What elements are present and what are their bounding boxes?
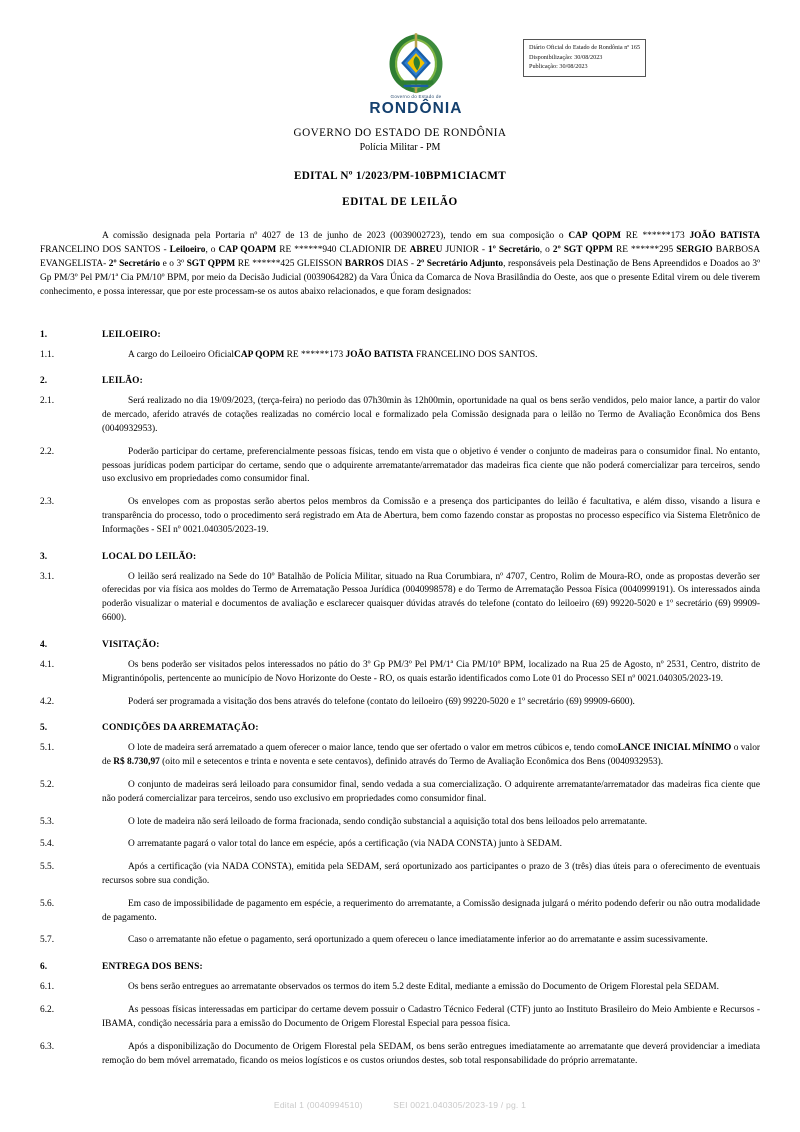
document-titles — [0, 126, 800, 208]
clause — [40, 696, 760, 710]
intro-seg-1: A comissão designada pela Portaria nº 4027 de 13 de junho de 2023 (0039002723), tendo em sua composição o — [102, 231, 569, 242]
clause — [40, 861, 760, 889]
clause — [40, 496, 760, 537]
intro-seg-15: RE ******295 — [612, 245, 677, 256]
section-title: VISITAÇÃO: — [102, 639, 160, 650]
clause-text — [102, 742, 760, 770]
intro-seg-7: , o — [205, 245, 219, 256]
intro-seg-5: FRANCELINO DOS SANTOS - — [40, 245, 170, 256]
clause-text-segment: Os bens poderão ser visitados pelos interessados no pátio do 3º Gp PM/3º Pel PM/1ª Cia PM/10º BPM, localizado na Rua 25 de Agosto, nº 2531, Centro, distrito de Migrantinópolis, pertencente ao município de Novo Horizonte do Oeste - RO, os quais estarão identificados como Lote 01 do Processo SEI nº 0021.040305/2023-19. — [102, 659, 760, 684]
section-title: LEILOEIRO: — [102, 329, 161, 340]
clause-number: 6.1. — [40, 982, 55, 993]
clause-text — [102, 1004, 760, 1032]
intro-seg-18: 2º Secretário — [108, 259, 161, 270]
clause-number: 2.2. — [40, 446, 55, 457]
clause-number: 2.3. — [40, 497, 55, 508]
clause — [40, 742, 760, 770]
edital-type: EDITAL DE LEILÃO — [342, 196, 458, 209]
section-number: 4. — [40, 639, 48, 650]
clause — [40, 898, 760, 926]
diario-availability-date: Disponibilização: 30/08/2023 — [529, 53, 603, 61]
clause — [40, 395, 760, 436]
clause-text-segment: Após a certificação (via NADA CONSTA), emitida pela SEDAM, será oportunizado aos participantes o prazo de 3 (três) dias úteis para o oferecimento de eventuais recursos sobre sua condição. — [102, 862, 760, 887]
intro-seg-8: CAP QOAPM — [218, 245, 277, 256]
clause-text — [102, 496, 760, 537]
document-header — [0, 0, 800, 120]
section-heading — [40, 376, 760, 386]
section-title: LEILÃO: — [102, 376, 143, 387]
clause-text — [102, 816, 760, 830]
clause-text — [102, 934, 760, 948]
clause-text-segment: RE ******173 — [284, 349, 346, 360]
edital-number: EDITAL Nº 1/2023/PM-10BPM1CIACMT — [294, 170, 506, 183]
clause-number: 6.2. — [40, 1005, 55, 1016]
clause-number: 5.7. — [40, 935, 55, 946]
clause — [40, 838, 760, 852]
clause — [40, 779, 760, 807]
clause — [40, 981, 760, 995]
clause-text-segment: O conjunto de madeiras será leiloado para consumidor final, sendo vedada a sua comercialização. O adquirente arrematante/arrematador das madeiras fica ciente que não poderá comercializar para terceiros, sendo uso exclusivo em propriedades como consumidor final. — [102, 779, 760, 804]
intro-seg-24: 2º Secretário Adjunto — [416, 259, 504, 270]
page-footer — [0, 1100, 800, 1110]
clause-text-segment: O lote de madeira será arrematado a quem oferecer o maior lance, tendo que ser ofertado o valor em metros cúbicos e, tendo como — [128, 743, 618, 754]
section-heading — [40, 330, 760, 340]
clause — [40, 934, 760, 948]
clause — [40, 446, 760, 487]
intro-seg-21: RE ******425 GLEISSON — [235, 259, 345, 270]
diario-publication-line: Diário Oficial do Estado de Rondônia nº 165 — [529, 44, 641, 51]
emblem-state-name: RONDÔNIA — [369, 99, 463, 117]
clause-number: 5.5. — [40, 862, 55, 873]
emblem-subtitle: Governo do Estado de — [390, 94, 442, 99]
clause — [40, 816, 760, 830]
organ-title: Polícia Militar - PM — [359, 142, 441, 154]
intro-paragraph — [40, 230, 760, 299]
clause-text — [102, 659, 760, 687]
clause-text — [102, 838, 760, 852]
clause-text-segment: Caso o arrematante não efetue o pagamento, será oportunizado a quem ofereceu o lance imediatamente inferior ao do arrematante e assim sucessivamente. — [128, 935, 708, 946]
section-heading — [40, 640, 760, 650]
clause-text — [102, 981, 760, 995]
footer-doc-ref: Edital 1 (0040994510) — [273, 1100, 363, 1110]
clause-number: 6.3. — [40, 1041, 55, 1052]
clause-text — [102, 779, 760, 807]
clause-text-segment: FRANCELINO DOS SANTOS. — [413, 349, 538, 360]
clause-number: 4.2. — [40, 696, 55, 707]
section-heading — [40, 552, 760, 562]
intro-seg-10: ABREU — [409, 245, 443, 256]
section-number: 6. — [40, 962, 48, 973]
clause — [40, 1004, 760, 1032]
clause-text — [102, 571, 760, 626]
clause-text-segment: o valor de — [102, 743, 761, 768]
section-title: LOCAL DO LEILÃO: — [102, 551, 197, 562]
clause-number: 4.1. — [40, 659, 55, 670]
clause-number: 5.3. — [40, 816, 55, 827]
clause-text — [102, 1041, 760, 1069]
intro-seg-3: RE ******173 — [621, 231, 690, 242]
clause-text-segment: Poderão participar do certame, preferencialmente pessoas físicas, tendo em vista que o objetivo é vender o conjunto de madeiras para o consumidor final. No entanto, pessoas jurídicas podem participar do certame, sendo que o adquirente arrematante/arrematador das madeiras fica ciente que não poderá comercializar para terceiros, sendo uso exclusivo em propriedades como consumidor final. — [102, 446, 760, 485]
intro-seg-6: Leiloeiro — [169, 245, 206, 256]
clause-text-segment: JOÃO BATISTA — [345, 349, 414, 360]
clause-number: 5.2. — [40, 779, 55, 790]
clause — [40, 571, 760, 626]
clause-number: 5.1. — [40, 743, 55, 754]
clause-number: 1.1. — [40, 349, 55, 360]
intro-seg-20: SGT QPPM — [186, 259, 236, 270]
intro-seg-2: CAP QOPM — [568, 231, 621, 242]
section-number: 5. — [40, 723, 48, 734]
clause-text — [102, 861, 760, 889]
clause-text-segment: Poderá ser programada a visitação dos bens através do telefone (contato do leiloeiro (69) 99220-5020 e 1º secretário (69) 99909-6600). — [128, 696, 635, 707]
clause-text-segment: O leilão será realizado na Sede do 10º Batalhão de Polícia Militar, situado na Rua Corumbiara, nº 4707, Centro, Rolim de Moura-RO, onde as propostas deverão ser oferecidas por via física aos moldes do Termo de Arrematação Pessoa Jurídica (0040998578) e do Termo de Arrematação Pessoa Física (0040999191). Os interessados ainda poderão visualizar o material e documentos de avaliação e esclarecer quaisquer dúvidas através do telefone (contato do leiloeiro (69) 99220-5020 e 1º secretário (69) 99909-6600). — [102, 571, 760, 624]
rondonia-state-emblem — [368, 32, 464, 116]
intro-seg-13: , o — [539, 245, 553, 256]
clause-text — [102, 395, 760, 436]
clause-number: 3.1. — [40, 571, 55, 582]
clause-number: 5.6. — [40, 898, 55, 909]
intro-seg-23: DIAS - — [383, 259, 417, 270]
section-heading — [40, 723, 760, 733]
clause — [40, 1041, 760, 1069]
intro-seg-17: BARBOSA EVANGELISTA- — [40, 245, 760, 270]
clause-text — [102, 349, 760, 363]
section-number: 2. — [40, 376, 48, 387]
intro-seg-16: SERGIO — [676, 245, 713, 256]
clause — [40, 659, 760, 687]
footer-sei-ref: SEI 0021.040305/2023-19 / pg. 1 — [393, 1100, 527, 1110]
clause-text-segment: A cargo do Leiloeiro Oficial — [128, 349, 235, 360]
clause — [40, 349, 760, 363]
section-title: ENTREGA DOS BENS: — [102, 962, 203, 973]
document-body — [40, 208, 760, 1068]
clause-text-segment: O lote de madeira não será leiloado de forma fracionada, sendo condição substancial a aquisição total dos bens leiloados pelo arrematante. — [128, 816, 648, 827]
clause-text-segment: As pessoas físicas interessadas em participar do certame devem possuir o Cadastro Técnico Federal (CTF) junto ao Instituto Brasileiro do Meio Ambiente e Recursos - IBAMA, condição necessária para a emissão do Documento de Origem Florestal Especial para pessoa física. — [102, 1005, 760, 1029]
coat-of-arms-icon — [385, 32, 447, 94]
clause-number: 5.4. — [40, 839, 55, 850]
diario-publication-date: Publicação: 30/08/2023 — [529, 63, 588, 71]
clause-text-segment: Os envelopes com as propostas serão abertos pelos membros da Comissão e a presença dos participantes do leilão é facultativa, e além disso, visando a lisura e transparência do processo, todo o procedimento será registrado em Ata de Abertura, bem como fazendo constar as propostas no processo específico via Sistema Eletrônico de Informações - SEI nº 0021.040305/2023-19. — [102, 497, 760, 535]
clause-text — [102, 446, 760, 487]
intro-seg-9: RE ******940 CLADIONIR DE — [276, 245, 410, 256]
clause-text — [102, 696, 760, 710]
section-title: CONDIÇÕES DA ARREMATAÇÃO: — [102, 723, 259, 734]
intro-seg-12: 1º Secretário — [488, 245, 540, 256]
clause-text-segment: Após a disponibilização do Documento de Origem Florestal pela SEDAM, os bens serão entregues imediatamente ao arrematante que deverá providenciar a imediata remoção do bem móvel arrematado, ficando os meios logísticos e os custos oriundos destes, sob total responsabilidade do próprio arrematante. — [102, 1041, 760, 1066]
intro-seg-19: e o 3º — [160, 259, 187, 270]
clause-text-segment: LANCE INICIAL MÍNIMO — [617, 743, 732, 754]
clause-text-segment: Em caso de impossibilidade de pagamento em espécie, a requerimento do arrematante, a Comissão designada julgará o mérito podendo deferir ou não outra modalidade de pagamento. — [102, 898, 760, 923]
clause-text-segment: (oito mil e setecentos e trinta e noventa e sete centavos), definido através do Termo de Avaliação Econômica dos Bens (0040932953). — [159, 757, 664, 768]
clause-text-segment: Será realizado no dia 19/09/2023, (terça-feira) no periodo das 07h30min às 12h00min, oportunidade na qual os bens serão vendidos, pelo maior lance, a partir do valor de mercado, aferido através de cotações realizadas no comércio local e formalizado pela Comissão designada para o leilão no Termo de Avaliação Econômica dos Bens (0040932953). — [102, 396, 760, 434]
intro-seg-25: , responsáveis pela Destinação de Bens Apreendidos e Doados ao 3º Gp PM/3º Pel PM/1ª Cia PM/10º BPM, por meio da Decisão Judicial (0039064282) da Vara Única da Comarca de Nova Brasilândia do Oeste, aos que o presente Edital virem ou dele tiverem conhecimento, e possa interessar, que por este processam-se os autos abaixo relacionados, e que foram designados: — [40, 259, 761, 297]
section-heading — [40, 962, 760, 972]
section-number: 3. — [40, 551, 48, 562]
clause-text-segment: R$ 8.730,97 — [113, 757, 160, 768]
clause-text-segment: O arrematante pagará o valor total do lance em espécie, após a certificação (via NADA CONSTA) junto à SEDAM. — [128, 839, 562, 850]
government-title: GOVERNO DO ESTADO DE RONDÔNIA — [293, 127, 507, 139]
intro-seg-22: BARROS — [344, 259, 384, 270]
intro-seg-11: JUNIOR - — [442, 245, 489, 256]
intro-seg-14: 2º SGT QPPM — [552, 245, 613, 256]
sections-container — [40, 330, 760, 1069]
clause-text — [102, 898, 760, 926]
clause-text-segment: Os bens serão entregues ao arrematante observados os termos do item 5.2 deste Edital, mediante a emissão do Documento de Origem Florestal pela SEDAM. — [128, 982, 719, 993]
clause-number: 2.1. — [40, 396, 55, 407]
section-number: 1. — [40, 329, 48, 340]
intro-seg-4: JOÃO BATISTA — [689, 231, 761, 242]
diario-oficial-box — [523, 39, 646, 77]
clause-text-segment: CAP QOPM — [234, 349, 285, 360]
